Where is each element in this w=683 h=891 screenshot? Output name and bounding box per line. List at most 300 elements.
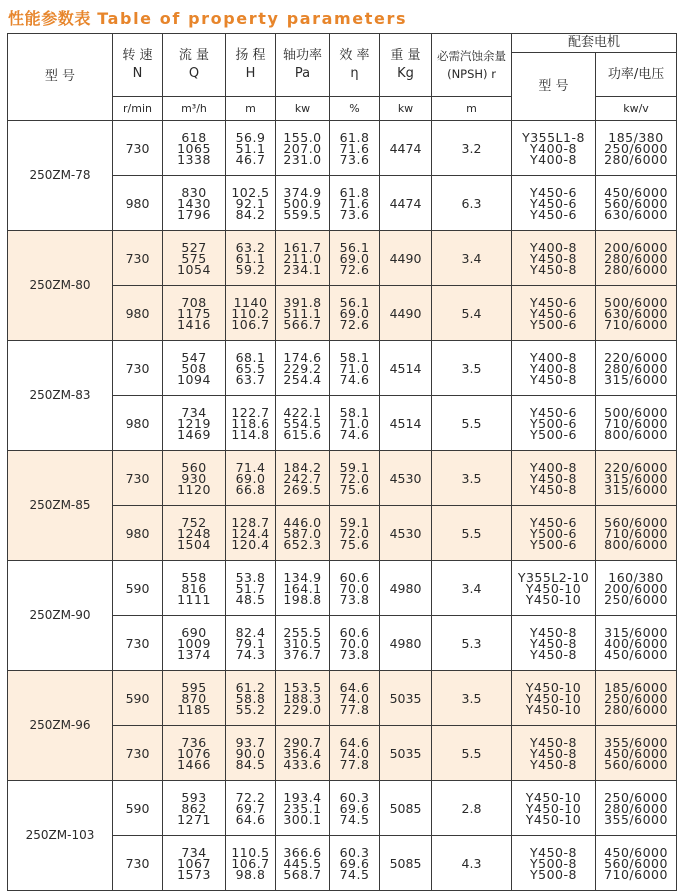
motor-pv-cell-value: 280/6000 [604,261,668,277]
power-cell-value: 269.5 [283,481,322,497]
header-motor-model: 型 号 [512,53,596,121]
motor-pv-cell-value: 710/6000 [604,866,668,882]
flow-cell-value: 734 [181,404,207,420]
efficiency-cell-value: 56.1 [339,239,370,255]
motor-model-cell [512,506,596,561]
power-cell-value: 164.1 [283,580,322,596]
motor-pv-cell-value: 630/6000 [604,206,668,222]
speed-cell: 980 [113,286,163,341]
power-cell-value: 376.7 [283,646,322,662]
motor-model-cell [512,726,596,781]
power-cell [276,341,330,396]
head-cell-value: 66.8 [235,481,266,497]
efficiency-cell [330,451,380,506]
motor-model-cell [512,671,596,726]
flow-cell-value: 1248 [177,525,211,541]
motor-model-cell-value: Y450-8 [530,624,577,640]
efficiency-cell-value: 77.8 [339,701,370,717]
head-cell-value: 106.7 [231,855,270,871]
speed-cell: 980 [113,396,163,451]
motor-model-cell [512,836,596,891]
efficiency-cell-value: 74.0 [339,690,370,706]
npsh-cell: 3.4 [432,231,512,286]
head-cell-value: 84.2 [235,206,266,222]
head-cell-value: 48.5 [235,591,266,607]
motor-pv-cell-value: 315/6000 [604,624,668,640]
flow-cell-value: 1469 [177,426,211,442]
flow-cell-value: 527 [181,239,207,255]
flow-cell [163,726,226,781]
motor-model-cell-value: Y450-6 [530,195,577,211]
speed-cell: 730 [113,836,163,891]
weight-cell: 5035 [380,671,432,726]
motor-model-cell-value: Y450-6 [530,404,577,420]
efficiency-cell [330,671,380,726]
power-cell-value: 174.6 [283,349,322,365]
motor-model-cell-value: Y450-8 [530,250,577,266]
efficiency-cell-value: 58.1 [339,349,370,365]
motor-model-cell-value: Y450-10 [525,580,582,596]
power-cell-value: 184.2 [283,459,322,475]
efficiency-cell-value: 74.5 [339,811,370,827]
unit-speed: r/min [113,97,163,121]
motor-pv-cell-value: 355/6000 [604,811,668,827]
head-cell [226,121,276,176]
efficiency-cell-value: 64.6 [339,734,370,750]
motor-model-cell-value: Y500-8 [530,855,577,871]
flow-cell [163,341,226,396]
power-cell-value: 587.0 [283,525,322,541]
weight-cell: 4980 [380,561,432,616]
efficiency-cell-value: 72.6 [339,316,370,332]
head-cell-value: 71.4 [235,459,266,475]
motor-model-cell-value: Y450-8 [530,734,577,750]
motor-pv-cell-value: 560/6000 [604,195,668,211]
motor-pv-cell-value: 400/6000 [604,635,668,651]
flow-cell-value: 1504 [177,536,211,552]
power-cell [276,176,330,231]
flow-cell-value: 1067 [177,855,211,871]
motor-model-cell-value: Y450-10 [525,679,582,695]
head-cell-value: 122.7 [231,404,270,420]
head-cell [226,726,276,781]
power-cell [276,671,330,726]
head-cell-value: 58.8 [235,690,266,706]
flow-cell [163,176,226,231]
motor-pv-cell-value: 450/6000 [604,184,668,200]
motor-pv-cell-value: 160/380 [608,569,664,585]
motor-model-cell-value: Y450-10 [525,789,582,805]
flow-cell [163,836,226,891]
efficiency-cell [330,396,380,451]
efficiency-cell-value: 73.6 [339,206,370,222]
head-cell-value: 79.1 [235,635,266,651]
motor-model-cell-value: Y450-6 [530,206,577,222]
power-cell-value: 231.0 [283,151,322,167]
npsh-cell: 3.5 [432,671,512,726]
head-cell-value: 61.2 [235,679,266,695]
weight-cell: 4514 [380,396,432,451]
motor-model-cell-value: Y450-8 [530,745,577,761]
motor-model-cell-value: Y400-8 [530,151,577,167]
motor-model-cell-value: Y450-10 [525,701,582,717]
npsh-cell: 5.5 [432,726,512,781]
motor-pv-cell-value: 630/6000 [604,305,668,321]
motor-pv-cell-value: 450/6000 [604,745,668,761]
motor-pv-cell-value: 500/6000 [604,404,668,420]
efficiency-cell-value: 58.1 [339,404,370,420]
head-cell-value: 46.7 [235,151,266,167]
npsh-cell: 5.5 [432,396,512,451]
motor-model-cell-value: Y400-8 [530,459,577,475]
efficiency-cell-value: 74.0 [339,745,370,761]
head-cell [226,341,276,396]
pump-model: 250ZM-83 [8,341,113,451]
flow-cell-value: 1175 [177,305,211,321]
npsh-cell: 3.4 [432,561,512,616]
title-cn: 性能参数表 [8,9,92,28]
motor-pv-cell-value: 185/6000 [604,679,668,695]
motor-pv-cell-value: 355/6000 [604,734,668,750]
pump-model: 250ZM-90 [8,561,113,671]
head-cell-value: 72.2 [235,789,266,805]
motor-pv-cell-value: 280/6000 [604,800,668,816]
flow-cell-value: 595 [181,679,207,695]
motor-model-cell-value: Y500-6 [530,426,577,442]
motor-pv-cell-value: 220/6000 [604,459,668,475]
flow-cell [163,451,226,506]
motor-model-cell [512,341,596,396]
motor-pv-cell-value: 250/6000 [604,591,668,607]
power-cell-value: 554.5 [283,415,322,431]
motor-pv-cell [596,231,677,286]
power-cell-value: 255.5 [283,624,322,640]
flow-cell-value: 558 [181,569,207,585]
power-cell-value: 198.8 [283,591,322,607]
efficiency-cell-value: 61.8 [339,184,370,200]
header-power: 轴功率 Pa [276,34,330,97]
power-cell [276,506,330,561]
head-cell [226,836,276,891]
motor-model-cell-value: Y450-8 [530,844,577,860]
motor-model-cell [512,781,596,836]
head-cell-value: 51.7 [235,580,266,596]
flow-cell-value: 1076 [177,745,211,761]
efficiency-cell [330,726,380,781]
flow-cell [163,286,226,341]
pump-model: 250ZM-103 [8,781,113,891]
head-cell [226,561,276,616]
head-cell-value: 56.9 [235,129,266,145]
efficiency-cell-value: 70.0 [339,580,370,596]
motor-pv-cell-value: 710/6000 [604,525,668,541]
power-cell-value: 207.0 [283,140,322,156]
motor-pv-cell [596,451,677,506]
flow-cell-value: 870 [181,690,207,706]
table-row [8,561,677,616]
motor-pv-cell-value: 450/6000 [604,844,668,860]
head-cell [226,506,276,561]
efficiency-cell-value: 70.0 [339,635,370,651]
head-cell-value: 74.3 [235,646,266,662]
motor-pv-cell-value: 710/6000 [604,415,668,431]
pump-model: 250ZM-96 [8,671,113,781]
weight-cell: 4490 [380,286,432,341]
title-en: Table of property parameters [97,9,408,28]
flow-cell-value: 547 [181,349,207,365]
table-body [8,121,677,891]
flow-cell-value: 618 [181,129,207,145]
speed-cell: 590 [113,781,163,836]
table-row [8,231,677,286]
unit-head: m [226,97,276,121]
flow-cell-value: 1338 [177,151,211,167]
head-cell-value: 90.0 [235,745,266,761]
weight-cell: 4474 [380,121,432,176]
motor-model-cell-value: Y500-6 [530,536,577,552]
power-cell-value: 356.4 [283,745,322,761]
motor-model-cell-value: Y450-6 [530,184,577,200]
flow-cell [163,671,226,726]
motor-pv-cell-value: 200/6000 [604,580,668,596]
power-cell [276,561,330,616]
head-cell-value: 92.1 [235,195,266,211]
motor-pv-cell-value: 315/6000 [604,470,668,486]
flow-cell-value: 1416 [177,316,211,332]
head-cell-value: 128.7 [231,514,270,530]
weight-cell: 5085 [380,781,432,836]
head-cell [226,231,276,286]
efficiency-cell-value: 60.3 [339,789,370,805]
head-cell-value: 69.7 [235,800,266,816]
head-cell-value: 93.7 [235,734,266,750]
efficiency-cell-value: 77.8 [339,756,370,772]
power-cell-value: 300.1 [283,811,322,827]
flow-cell-value: 752 [181,514,207,530]
power-cell-value: 615.6 [283,426,322,442]
pump-model: 250ZM-78 [8,121,113,231]
efficiency-cell-value: 69.6 [339,855,370,871]
motor-model-cell [512,396,596,451]
table-row [8,341,677,396]
power-cell-value: 188.3 [283,690,322,706]
flow-cell-value: 560 [181,459,207,475]
motor-model-cell [512,121,596,176]
efficiency-cell-value: 56.1 [339,294,370,310]
npsh-cell: 3.2 [432,121,512,176]
speed-cell: 980 [113,506,163,561]
flow-cell-value: 1430 [177,195,211,211]
motor-model-cell-value: Y400-8 [530,140,577,156]
table-row [8,451,677,506]
efficiency-cell-value: 72.0 [339,470,370,486]
motor-pv-cell [596,671,677,726]
motor-pv-cell-value: 500/6000 [604,294,668,310]
efficiency-cell [330,781,380,836]
motor-pv-cell-value: 800/6000 [604,426,668,442]
motor-pv-cell-value: 450/6000 [604,646,668,662]
head-cell-value: 64.6 [235,811,266,827]
motor-model-cell [512,231,596,286]
motor-model-cell-value: Y355L2-10 [517,569,590,585]
power-cell-value: 193.4 [283,789,322,805]
motor-pv-cell-value: 200/6000 [604,239,668,255]
flow-cell-value: 1219 [177,415,211,431]
motor-pv-cell-value: 250/6000 [604,140,668,156]
power-cell-value: 568.7 [283,866,322,882]
header-npsh: 必需汽蚀余量 (NPSH) r [432,34,512,97]
flow-cell [163,781,226,836]
motor-pv-cell-value: 315/6000 [604,481,668,497]
head-cell-value: 120.4 [231,536,270,552]
speed-cell: 730 [113,231,163,286]
efficiency-cell-value: 75.6 [339,536,370,552]
flow-cell-value: 1796 [177,206,211,222]
head-cell-value: 61.1 [235,250,266,266]
head-cell-value: 1140 [233,294,268,310]
speed-cell: 980 [113,176,163,231]
header-motor: 配套电机 [512,34,677,53]
efficiency-cell-value: 75.6 [339,481,370,497]
motor-model-cell-value: Y450-8 [530,470,577,486]
power-cell-value: 559.5 [283,206,322,222]
power-cell-value: 242.7 [283,470,322,486]
unit-weight: kw [380,97,432,121]
motor-pv-cell [596,616,677,671]
efficiency-cell [330,836,380,891]
motor-model-cell [512,176,596,231]
power-cell-value: 310.5 [283,635,322,651]
motor-pv-cell [596,121,677,176]
efficiency-cell-value: 73.8 [339,591,370,607]
head-cell-value: 110.2 [231,305,270,321]
weight-cell: 4474 [380,176,432,231]
table-row [8,781,677,836]
npsh-cell: 3.5 [432,341,512,396]
motor-model-cell-value: Y450-8 [530,371,577,387]
power-cell-value: 422.1 [283,404,322,420]
flow-cell-value: 1271 [177,811,211,827]
motor-model-cell [512,286,596,341]
efficiency-cell-value: 60.6 [339,624,370,640]
flow-cell-value: 1065 [177,140,211,156]
motor-model-cell-value: Y400-8 [530,349,577,365]
efficiency-cell-value: 72.0 [339,525,370,541]
weight-cell: 5085 [380,836,432,891]
motor-model-cell-value: Y355L1-8 [522,129,585,145]
flow-cell-value: 930 [181,470,207,486]
motor-pv-cell [596,836,677,891]
efficiency-cell-value: 69.0 [339,305,370,321]
head-cell-value: 84.5 [235,756,266,772]
flow-cell-value: 1111 [177,591,211,607]
flow-cell [163,506,226,561]
power-cell-value: 229.2 [283,360,322,376]
motor-pv-cell-value: 710/6000 [604,316,668,332]
power-cell-value: 391.8 [283,294,322,310]
power-cell-value: 134.9 [283,569,322,585]
flow-cell [163,231,226,286]
motor-model-cell-value: Y400-8 [530,239,577,255]
flow-cell-value: 830 [181,184,207,200]
weight-cell: 4530 [380,451,432,506]
efficiency-cell-value: 61.8 [339,129,370,145]
header-head: 扬 程 H [226,34,276,97]
power-cell-value: 254.4 [283,371,322,387]
efficiency-cell-value: 69.6 [339,800,370,816]
power-cell-value: 234.1 [283,261,322,277]
flow-cell-value: 816 [181,580,207,596]
power-cell-value: 211.0 [283,250,322,266]
power-cell [276,396,330,451]
npsh-cell: 6.3 [432,176,512,231]
power-cell-value: 161.7 [283,239,322,255]
page-title [8,6,407,28]
power-cell-value: 374.9 [283,184,322,200]
motor-model-cell-value: Y450-8 [530,756,577,772]
unit-npsh: m [432,97,512,121]
flow-cell-value: 1185 [177,701,211,717]
npsh-cell: 5.3 [432,616,512,671]
weight-cell: 4514 [380,341,432,396]
header-model: 型 号 [8,34,113,121]
power-cell [276,726,330,781]
efficiency-cell-value: 71.0 [339,415,370,431]
pump-model: 250ZM-80 [8,231,113,341]
efficiency-cell [330,561,380,616]
flow-cell [163,561,226,616]
efficiency-cell [330,616,380,671]
motor-model-cell-value: Y450-8 [530,261,577,277]
efficiency-cell-value: 74.6 [339,371,370,387]
power-cell-value: 445.5 [283,855,322,871]
flow-cell-value: 1466 [177,756,211,772]
motor-pv-cell [596,726,677,781]
motor-pv-cell-value: 280/6000 [604,360,668,376]
unit-flow: m³/h [163,97,226,121]
motor-model-cell-value: Y450-10 [525,690,582,706]
power-cell-value: 446.0 [283,514,322,530]
unit-motor-pv: kw/v [596,97,677,121]
efficiency-cell-value: 73.8 [339,646,370,662]
efficiency-cell [330,286,380,341]
efficiency-cell-value: 73.6 [339,151,370,167]
table-row [8,671,677,726]
efficiency-cell [330,231,380,286]
efficiency-cell-value: 74.6 [339,426,370,442]
motor-pv-cell-value: 280/6000 [604,701,668,717]
motor-model-cell-value: Y450-6 [530,294,577,310]
head-cell [226,451,276,506]
motor-pv-cell [596,341,677,396]
power-cell-value: 652.3 [283,536,322,552]
head-cell-value: 106.7 [231,316,270,332]
motor-pv-cell-value: 560/6000 [604,514,668,530]
speed-cell: 730 [113,121,163,176]
flow-cell-value: 734 [181,844,207,860]
flow-cell-value: 1054 [177,261,211,277]
head-cell [226,671,276,726]
flow-cell-value: 1094 [177,371,211,387]
efficiency-cell-value: 74.5 [339,866,370,882]
header-speed: 转 速 N [113,34,163,97]
head-cell [226,396,276,451]
weight-cell: 4490 [380,231,432,286]
motor-pv-cell-value: 185/380 [608,129,664,145]
head-cell-value: 53.8 [235,569,266,585]
motor-model-cell-value: Y450-10 [525,591,582,607]
speed-cell: 590 [113,671,163,726]
